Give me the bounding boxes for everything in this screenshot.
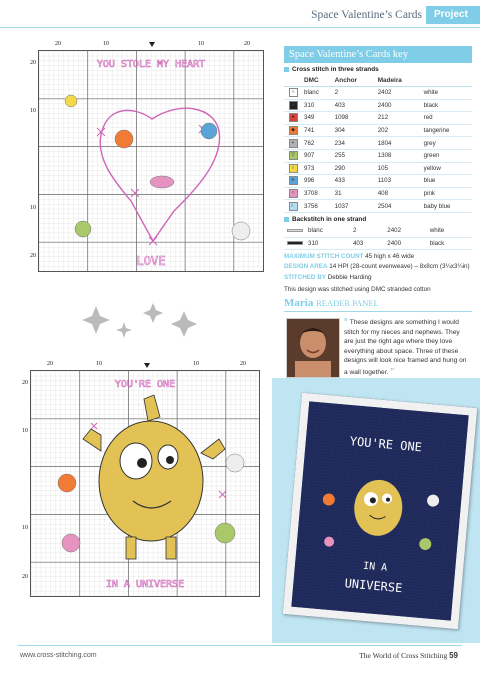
footer-magazine — [359, 651, 458, 660]
color-name: black — [422, 99, 472, 112]
symbol-swatch: ● — [284, 112, 302, 125]
symbol-swatch: ∩ — [284, 87, 302, 100]
page-number: 59 — [449, 651, 458, 660]
chart2-left-label-20-bottom: 20 — [22, 574, 28, 580]
symbol-swatch: ☾ — [284, 200, 302, 213]
dmc-code: 310 — [302, 99, 333, 112]
key-title: Space Valentine’s Cards key — [284, 46, 472, 63]
symbol-swatch: + — [284, 137, 302, 150]
backstitch-heading: Backstitch in one strand — [292, 215, 367, 223]
chart2-left-label-10-top: 10 — [22, 428, 28, 434]
chart2-top-label-10-left: 10 — [96, 361, 102, 367]
photo-line3-text: UNIVERSE — [344, 576, 403, 596]
chart1-center-marker-top — [149, 42, 155, 47]
dmc-code: 3756 — [302, 200, 333, 213]
dmc-code: 349 — [302, 112, 333, 125]
dmc-code: 996 — [302, 175, 333, 188]
symbol-swatch: ◆ — [284, 124, 302, 137]
chart1-heading-text: YOU STOLE MY HEART — [96, 59, 206, 70]
madeira-code: 2402 — [385, 225, 428, 237]
chart1-left-label-20-bottom: 20 — [30, 253, 36, 259]
symbol-swatch: ≡ — [284, 175, 302, 188]
color-name: tangerine — [422, 124, 472, 137]
avatar — [286, 318, 340, 378]
thread-note: This design was stitched using DMC stranded cotton — [284, 285, 431, 293]
color-name: black — [428, 237, 472, 250]
design-area-label: DESIGN AREA — [284, 262, 328, 270]
chart2-footer-text: IN A UNIVERSE — [105, 579, 185, 590]
backstitch-section-title — [284, 216, 472, 223]
finished-stitch-photo — [283, 393, 478, 629]
chart2-center-marker-top — [144, 363, 150, 368]
cross-stitch-section-title — [284, 66, 472, 73]
max-count-value: 45 high x 46 wide — [365, 253, 415, 261]
madeira-code: 2504 — [376, 200, 422, 213]
color-name: white — [422, 87, 472, 100]
symbol-swatch: ▽ — [284, 149, 302, 162]
section-bullet — [284, 67, 289, 72]
color-name: grey — [422, 137, 472, 150]
stitch-key-panel — [284, 46, 472, 294]
line-swatch — [284, 237, 306, 250]
photo-line2-text: IN A — [362, 560, 388, 574]
chart1-left-label-20-top: 20 — [30, 60, 36, 66]
max-count-label: MAXIMUM STITCH COUNT — [284, 253, 364, 261]
anchor-code: 304 — [333, 124, 376, 137]
madeira-col-header: Madeira — [376, 75, 422, 87]
table-header-row — [284, 75, 472, 87]
madeira-code: 105 — [376, 162, 422, 175]
anchor-code: 2 — [351, 225, 385, 237]
stitched-by-value: Debbie Harding — [327, 274, 372, 282]
dmc-col-header: DMC — [302, 75, 333, 87]
madeira-code: 2402 — [376, 87, 422, 100]
chart2-left-label-10-bottom: 10 — [22, 525, 28, 531]
chart1-top-label-10-right: 10 — [198, 41, 204, 47]
decorative-stars — [72, 296, 202, 346]
open-quote-icon: “ — [344, 317, 348, 326]
anchor-col-header: Anchor — [333, 75, 376, 87]
anchor-code: 433 — [333, 175, 376, 188]
color-name: baby blue — [422, 200, 472, 213]
reader-quote — [344, 316, 470, 377]
backstitch-row — [284, 237, 472, 250]
chart2-top-label-20-right: 20 — [240, 361, 246, 367]
anchor-code: 290 — [333, 162, 376, 175]
chart1-top-label-20-right: 20 — [244, 41, 250, 47]
backstitch-row — [284, 225, 472, 237]
madeira-code: 1308 — [376, 149, 422, 162]
color-name: blue — [422, 175, 472, 188]
chart1-grid — [38, 50, 264, 272]
color-name: pink — [422, 187, 472, 200]
section-bullet — [284, 217, 289, 222]
symbol-swatch: ♀ — [284, 162, 302, 175]
symbol-col-header — [284, 75, 302, 87]
anchor-code: 255 — [333, 149, 376, 162]
cross-stitch-heading: Cross stitch in three strands — [292, 66, 379, 73]
color-name: white — [428, 225, 472, 237]
madeira-code: 2400 — [385, 237, 428, 250]
key-row — [284, 99, 472, 112]
photo-heading-text: YOU'RE ONE — [349, 434, 423, 455]
dmc-code: blanc — [306, 225, 351, 237]
chart1-top-label-10-left: 10 — [103, 41, 109, 47]
anchor-code: 31 — [333, 187, 376, 200]
name-col-header — [422, 75, 472, 87]
color-name: yellow — [422, 162, 472, 175]
chart1-left-label-10-top: 10 — [30, 108, 36, 114]
key-row — [284, 149, 472, 162]
chart2-top-label-20-left: 20 — [47, 361, 53, 367]
chart1-top-label-20-left: 20 — [55, 41, 61, 47]
key-row — [284, 162, 472, 175]
symbol-swatch: ○ — [284, 187, 302, 200]
section-tab: Project — [426, 6, 480, 24]
dmc-code: 973 — [302, 162, 333, 175]
close-quote-icon: ” — [390, 366, 395, 376]
footer-divider — [18, 645, 462, 646]
anchor-code: 1037 — [333, 200, 376, 213]
cross-stitch-table — [284, 75, 472, 213]
chart2-heading-text: YOU'RE ONE — [114, 379, 176, 390]
stitch-count — [284, 253, 472, 262]
key-row — [284, 87, 472, 100]
design-area-value: 14 HPI (28-count evenweave) – 8x8cm (3¼x3¼in) — [329, 262, 470, 270]
backstitch-table — [284, 225, 472, 250]
color-name: green — [422, 149, 472, 162]
madeira-code: 1103 — [376, 175, 422, 188]
chart1-footer-text: LOVE — [136, 254, 166, 268]
dmc-code: 762 — [302, 137, 333, 150]
reader-panel-label: READER PANEL — [316, 298, 379, 308]
dmc-code: 907 — [302, 149, 333, 162]
reader-name: Maria — [284, 297, 314, 309]
anchor-code: 403 — [351, 237, 385, 250]
anchor-code: 403 — [333, 99, 376, 112]
anchor-code: 234 — [333, 137, 376, 150]
dmc-code: 741 — [302, 124, 333, 137]
stitched-by — [284, 274, 472, 283]
key-row — [284, 137, 472, 150]
key-row — [284, 112, 472, 125]
key-row — [284, 200, 472, 213]
chart2-top-label-10-right: 10 — [193, 361, 199, 367]
design-area — [284, 263, 472, 272]
madeira-code: 202 — [376, 124, 422, 137]
key-row — [284, 124, 472, 137]
header-divider — [0, 27, 480, 28]
chart1-left-label-10-bottom: 10 — [30, 205, 36, 211]
madeira-code: 212 — [376, 112, 422, 125]
madeira-code: 408 — [376, 187, 422, 200]
line-swatch — [284, 225, 306, 237]
reader-divider — [284, 311, 472, 312]
reader-panel-title — [284, 297, 379, 309]
footer-website[interactable]: www.cross-stitching.com — [20, 652, 97, 659]
key-row — [284, 187, 472, 200]
chart2-grid — [30, 370, 260, 597]
anchor-code: 1098 — [333, 112, 376, 125]
dmc-code: 3708 — [302, 187, 333, 200]
stitched-by-label: STITCHED BY — [284, 274, 326, 282]
anchor-code: 2 — [333, 87, 376, 100]
madeira-code: 1804 — [376, 137, 422, 150]
key-row — [284, 175, 472, 188]
symbol-swatch: ■ — [284, 99, 302, 112]
magazine-name: The World of Cross Stitching — [359, 651, 448, 660]
dmc-code: 310 — [306, 237, 351, 250]
reader-quote-text: These designs are something I would stitch for my nieces and nephews. They are just the right age where they love everything about space. Three of these designs will look nice framed and hung on a wall together. — [344, 319, 467, 376]
page-header-title: Space Valentine’s Cards — [311, 9, 422, 21]
chart2-left-label-20-top: 20 — [22, 380, 28, 386]
color-name: red — [422, 112, 472, 125]
madeira-code: 2400 — [376, 99, 422, 112]
dmc-code: blanc — [302, 87, 333, 100]
